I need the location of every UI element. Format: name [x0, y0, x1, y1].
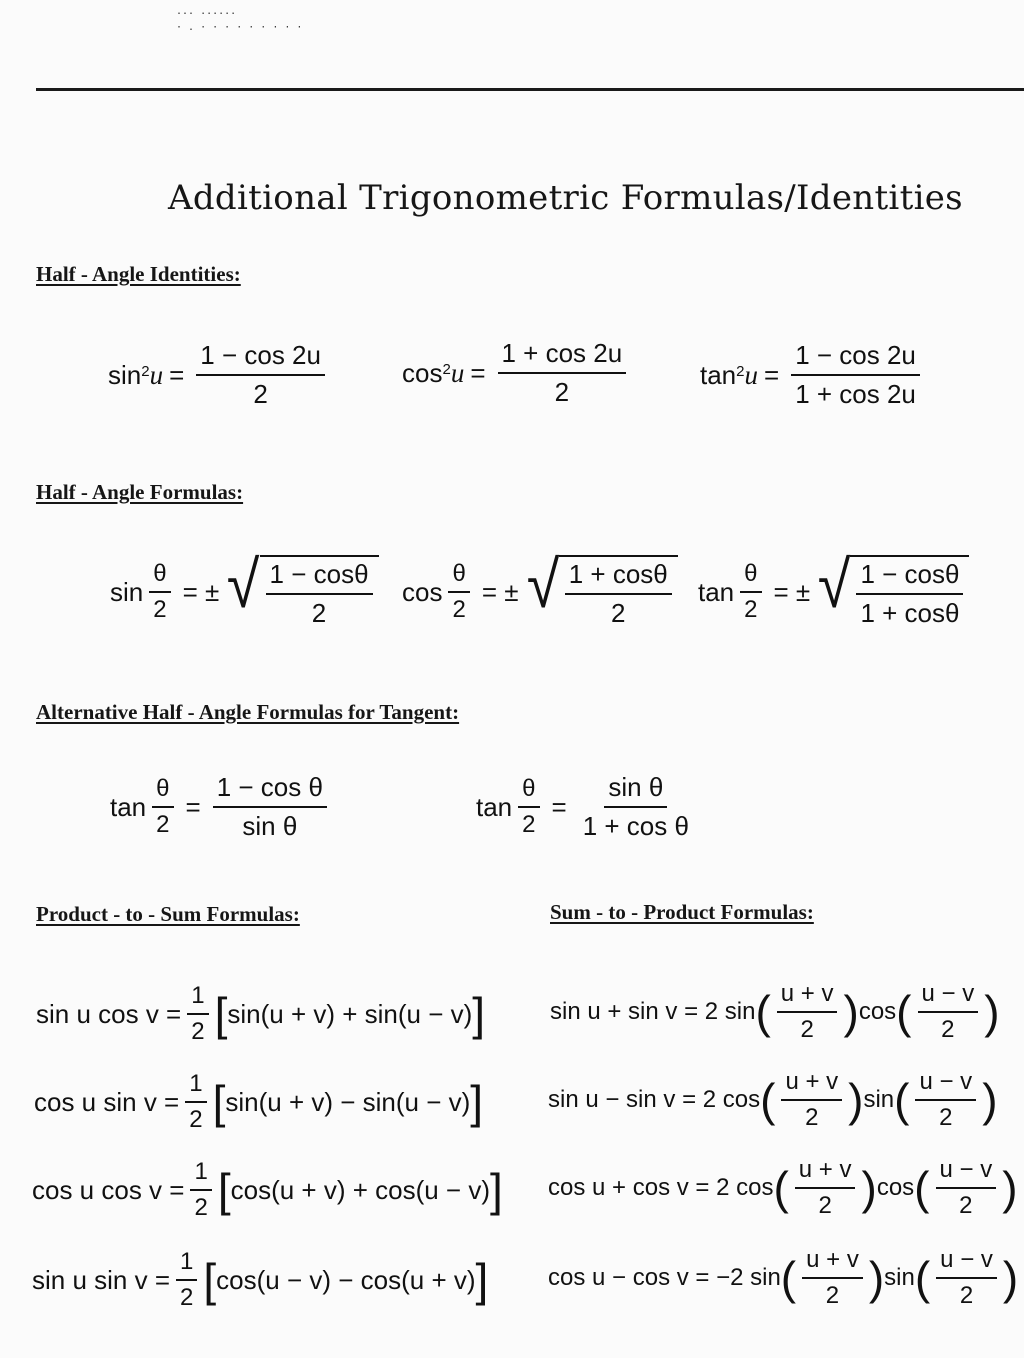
bracket-body: cos(u − v) − cos(u + v)	[216, 1264, 476, 1295]
fraction-1	[777, 980, 838, 1044]
lhs: cos u + cos v = 2 cos	[548, 1174, 774, 1201]
lhs: sin u − sin v = 2 cos	[548, 1086, 761, 1113]
close-bracket: ]	[470, 1076, 484, 1128]
product-to-sum-row	[32, 1248, 488, 1312]
one-half	[185, 1070, 206, 1134]
fn-label: cos	[402, 576, 443, 607]
two: 2	[153, 596, 167, 623]
numerator: sin θ	[604, 772, 667, 808]
numerator: 1 − cos θ	[213, 772, 327, 808]
numerator: u + v	[795, 1156, 856, 1189]
denominator: 2	[959, 1192, 973, 1219]
denominator: 2	[554, 377, 570, 407]
open-bracket: [	[203, 1254, 217, 1306]
numerator: 1	[185, 1070, 206, 1103]
exponent: 2	[736, 362, 745, 380]
numerator: 1 − cosθ	[856, 559, 963, 595]
identity-cos-squared	[402, 338, 632, 408]
numerator: 1 − cosθ	[266, 559, 373, 595]
fraction-1	[781, 1068, 842, 1132]
numerator: u − v	[936, 1246, 997, 1279]
equals: =	[169, 359, 185, 390]
fn-label: tan	[110, 791, 147, 822]
radical-icon: √	[227, 547, 260, 621]
one-half	[176, 1248, 197, 1312]
denominator: 2	[180, 1284, 194, 1311]
numerator: 1	[187, 982, 208, 1015]
denominator: 1 + cosθ	[860, 598, 960, 628]
denominator: 2	[191, 1018, 205, 1045]
denominator: 2	[939, 1104, 953, 1131]
formula-alt-tan-b	[476, 772, 699, 842]
fraction-2	[915, 1068, 976, 1132]
formula-alt-tan-a	[110, 772, 333, 842]
numerator: u + v	[781, 1068, 842, 1101]
equals: =	[764, 359, 780, 390]
fn-label: cos	[402, 357, 443, 388]
formula-tan-half	[698, 547, 969, 629]
numerator: u − v	[918, 980, 979, 1013]
fraction-1	[802, 1246, 863, 1310]
fraction	[856, 559, 963, 629]
header-fragment: ... ......	[176, 6, 237, 17]
bracket-body: sin(u + v) − sin(u − v)	[225, 1086, 471, 1117]
open-bracket: [	[212, 1076, 226, 1128]
square-root	[816, 547, 969, 629]
two: 2	[522, 811, 536, 838]
two: 2	[156, 811, 170, 838]
variable: u	[149, 359, 164, 390]
fn-label: tan	[700, 359, 737, 390]
denominator: 2	[941, 1016, 955, 1043]
section-alt-tangent: Alternative Half - Angle Formulas for Tangent:	[36, 700, 460, 724]
fraction	[791, 340, 920, 410]
sum-to-product-row: cos u − cos v = −2 sin ( $\frac{u + v}{2}$ ) sin ( $\frac{u - v}{2}$ )	[548, 1246, 1019, 1309]
fraction	[266, 559, 373, 629]
equals: =	[470, 357, 486, 388]
lhs: cos u − cos v = −2 sin	[548, 1264, 781, 1291]
equals-plusminus: = ±	[481, 576, 519, 607]
identity-sin-squared	[108, 340, 331, 410]
top-rule	[36, 88, 1024, 91]
product-to-sum-row	[32, 1158, 503, 1222]
lhs: sin u cos v =	[36, 998, 182, 1029]
header-fragment-2: · . · · · · · · · · ·	[176, 22, 303, 33]
fraction	[565, 559, 672, 629]
theta-over-two	[518, 775, 539, 839]
sum-to-product-row: cos u + cos v = 2 cos ( $\frac{u + v}{2}$ ) cos ( $\frac{u - v}{2}$ )	[548, 1156, 1018, 1219]
denominator: 2	[253, 379, 268, 409]
lhs: cos u sin v =	[34, 1086, 180, 1117]
product-to-sum-row	[34, 1070, 483, 1134]
numerator: 1 + cosθ	[565, 559, 672, 595]
lhs: cos u cos v =	[32, 1174, 185, 1205]
fraction-2	[936, 1156, 997, 1220]
radical-icon: √	[818, 547, 851, 621]
one-half	[190, 1158, 211, 1222]
denominator: 2	[611, 598, 626, 628]
denominator: 2	[189, 1106, 203, 1133]
close-bracket: ]	[475, 1254, 489, 1306]
section-sum-to-product: Sum - to - Product Formulas:	[550, 900, 814, 924]
fn-label: tan	[698, 576, 735, 607]
sum-to-product-row: sin u + sin v = 2 sin ( $\frac{u + v}{2}$ ) cos ( $\frac{u - v}{2}$ )	[550, 980, 1000, 1043]
close-bracket: ]	[472, 988, 486, 1040]
equals: =	[185, 791, 201, 822]
numerator: 1	[176, 1248, 197, 1281]
theta: θ	[152, 775, 173, 808]
formula-sin-half	[110, 547, 379, 629]
open-bracket: [	[217, 1164, 231, 1216]
theta: θ	[740, 560, 761, 593]
exponent: 2	[442, 360, 451, 378]
numerator: 1 − cos 2u	[791, 340, 920, 376]
section-product-to-sum: Product - to - Sum Formulas:	[36, 902, 300, 926]
fraction	[196, 340, 325, 410]
theta: θ	[448, 560, 469, 593]
denominator: 1 + cos θ	[582, 811, 689, 841]
denominator: 2	[825, 1282, 840, 1309]
denominator: 2	[818, 1192, 832, 1219]
section-half-angle-formulas: Half - Angle Formulas:	[36, 480, 244, 504]
variable: u	[744, 359, 758, 390]
mid-fn: sin	[863, 1086, 895, 1113]
fraction-2	[936, 1246, 997, 1310]
theta-over-two	[740, 560, 761, 624]
denominator: 2	[959, 1282, 974, 1309]
numerator: 1	[190, 1158, 211, 1191]
denominator: 1 + cos 2u	[795, 379, 916, 409]
fn-label: tan	[476, 791, 513, 822]
numerator: 1 − cos 2u	[196, 340, 325, 376]
fraction-2	[918, 980, 979, 1044]
numerator: u − v	[915, 1068, 976, 1101]
fraction	[498, 338, 627, 408]
theta-over-two	[149, 560, 170, 624]
theta-over-two	[152, 775, 173, 839]
exponent: 2	[141, 362, 150, 380]
mid-fn: cos	[876, 1174, 915, 1201]
fraction	[213, 772, 327, 842]
square-root	[225, 547, 378, 629]
equals-plusminus: = ±	[773, 576, 811, 607]
denominator: sin θ	[242, 811, 298, 841]
square-root	[525, 547, 678, 629]
denominator: 2	[194, 1194, 208, 1221]
bracket-body: sin(u + v) + sin(u − v)	[227, 998, 473, 1029]
numerator: u + v	[777, 980, 838, 1013]
lhs: sin u sin v =	[32, 1264, 171, 1295]
radical-icon: √	[526, 547, 559, 621]
fn-label: sin	[110, 576, 144, 607]
numerator: 1 + cos 2u	[498, 338, 627, 374]
formula-cos-half	[402, 547, 678, 629]
section-half-angle-identities: Half - Angle Identities:	[36, 262, 241, 286]
mid-fn: cos	[858, 998, 897, 1025]
denominator: 2	[805, 1104, 819, 1131]
mid-fn: sin	[884, 1264, 915, 1291]
equals: =	[551, 791, 567, 822]
identity-tan-squared	[700, 340, 926, 410]
sum-to-product-row: sin u − sin v = 2 cos ( $\frac{u + v}{2}$ ) sin ( $\frac{u - v}{2}$ )	[548, 1068, 998, 1131]
denominator: 2	[800, 1016, 814, 1043]
product-to-sum-row	[36, 982, 485, 1046]
theta: θ	[149, 560, 170, 593]
two: 2	[452, 596, 466, 623]
page-title: Additional Trigonometric Formulas/Identities	[168, 178, 963, 218]
numerator: u + v	[802, 1246, 863, 1279]
theta-over-two	[448, 560, 469, 624]
fn-label: sin	[108, 359, 142, 390]
variable: u	[450, 357, 465, 388]
theta: θ	[518, 775, 539, 808]
close-bracket: ]	[489, 1164, 503, 1216]
fraction-1	[795, 1156, 856, 1220]
equals-plusminus: = ±	[182, 576, 220, 607]
fraction	[579, 772, 693, 842]
numerator: u − v	[936, 1156, 997, 1189]
bracket-body: cos(u + v) + cos(u − v)	[230, 1174, 490, 1205]
one-half	[187, 982, 208, 1046]
denominator: 2	[311, 598, 327, 628]
open-bracket: [	[214, 988, 228, 1040]
lhs: sin u + sin v = 2 sin	[550, 998, 756, 1025]
two: 2	[744, 596, 758, 623]
